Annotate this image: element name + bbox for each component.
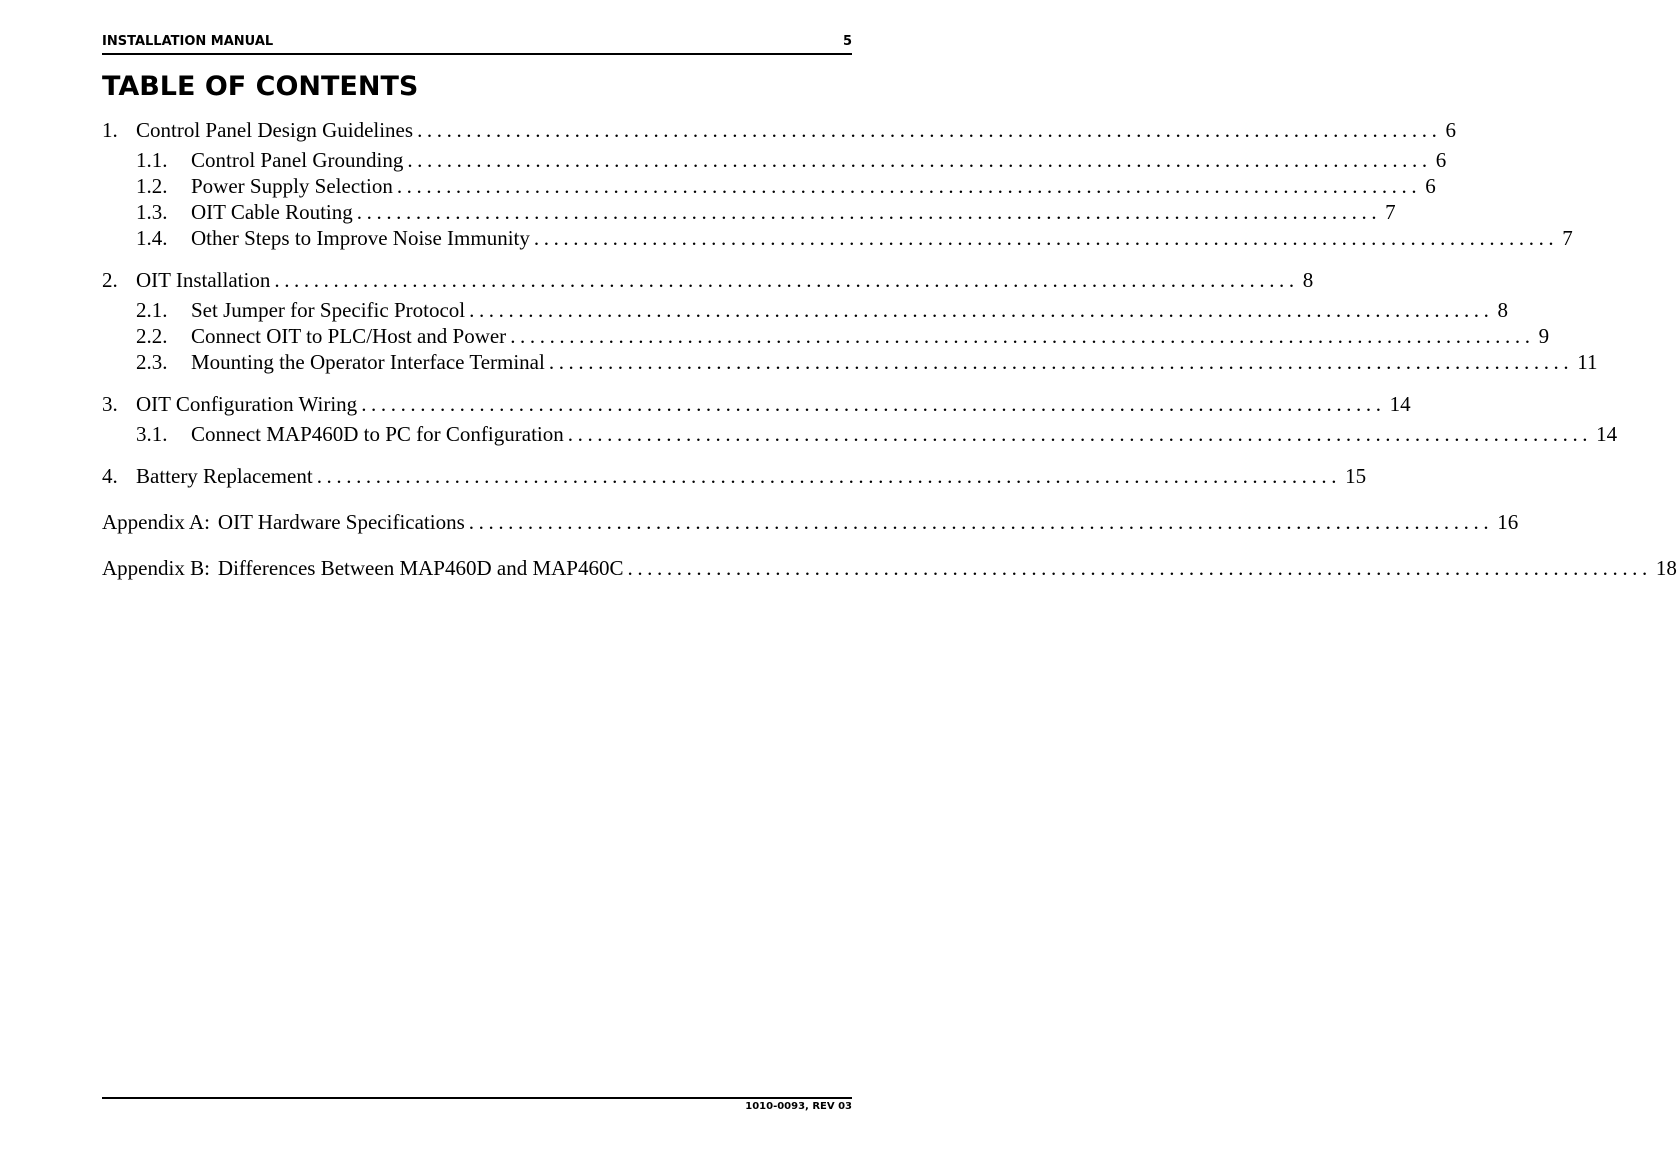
toc-entry-page: 9	[1538, 324, 1550, 348]
toc-entry-page: 6	[1435, 148, 1447, 172]
toc-entry[interactable]	[102, 263, 1314, 297]
toc-entry-number: 2.2.	[136, 324, 168, 348]
toc-entry-number: 1.3.	[136, 200, 168, 224]
toc-entry[interactable]	[102, 387, 1411, 421]
toc-entry-number: 1.1.	[136, 148, 168, 172]
footer-rule	[102, 1097, 852, 1099]
toc-entry-page: 7	[1385, 200, 1396, 224]
toc-leader-dots: ........................................................................................................	[361, 392, 1386, 416]
toc-entry-label: Power Supply Selection	[191, 174, 393, 198]
toc-subentry[interactable]	[102, 349, 1598, 375]
toc-entry-page: 8	[1497, 298, 1509, 322]
toc-group-3	[102, 387, 1618, 447]
toc-appendix-number: Appendix B:	[102, 556, 210, 580]
toc-entry-label: Mounting the Operator Interface Terminal	[191, 350, 545, 374]
toc-entry-page: 18	[1655, 556, 1677, 580]
toc-entry-page: 8	[1302, 268, 1314, 292]
toc-entry-label: OIT Cable Routing	[191, 200, 353, 224]
toc-entry-page: 6	[1445, 118, 1456, 142]
toc-entry-number: 3.1.	[136, 422, 168, 446]
toc-entry-label: Other Steps to Improve Noise Immunity	[191, 226, 530, 250]
toc-entry-label: Control Panel Grounding	[191, 148, 404, 172]
toc-leader-dots: ........................................................................................................	[548, 350, 1574, 374]
toc-leader-dots: ........................................................................................................	[407, 148, 1432, 172]
toc-entry-number: 1.4.	[136, 226, 168, 250]
toc-leader-dots: ........................................................................................................	[510, 324, 1535, 348]
toc-group-appendix-b	[102, 551, 1677, 585]
toc-entry-label: OIT Hardware Specifications	[217, 510, 465, 534]
toc-entry-label: Battery Replacement	[136, 464, 313, 488]
toc-subentry[interactable]	[102, 147, 1447, 173]
footer-doc-id: 1010-0093, REV 03	[745, 1101, 852, 1112]
toc-subentry[interactable]	[102, 323, 1550, 349]
header-page-number: 5	[842, 34, 852, 49]
toc-group-4	[102, 459, 1367, 493]
toc-subentry[interactable]	[102, 225, 1573, 251]
toc-entry-page: 6	[1425, 174, 1436, 198]
page-title: TABLE OF CONTENTS	[102, 71, 419, 102]
toc-leader-dots: ........................................................................................................	[469, 298, 1494, 322]
toc-entry-label: Set Jumper for Specific Protocol	[191, 298, 466, 322]
toc-entry-page: 15	[1345, 464, 1367, 488]
toc-entry-label: Control Panel Design Guidelines	[136, 118, 414, 142]
table-of-contents	[102, 113, 1677, 597]
toc-group-2	[102, 263, 1598, 375]
toc-leader-dots: ........................................................................................................	[627, 556, 1652, 580]
toc-entry-number: 1.2.	[136, 174, 168, 198]
toc-entry-page: 7	[1562, 226, 1573, 250]
toc-entry-number: 3.	[102, 392, 118, 416]
toc-entry-label: Differences Between MAP460D and MAP460C	[217, 556, 624, 580]
toc-leader-dots: ........................................................................................................	[396, 174, 1422, 198]
toc-entry-page: 11	[1577, 350, 1598, 374]
toc-appendix-entry[interactable]	[102, 505, 1519, 539]
toc-entry-page: 16	[1497, 510, 1519, 534]
toc-subentry[interactable]	[102, 421, 1618, 447]
toc-leader-dots: ........................................................................................................	[533, 226, 1559, 250]
toc-entry-number: 1.	[102, 118, 118, 142]
toc-leader-dots: ........................................................................................................	[417, 118, 1442, 142]
toc-subentry[interactable]	[102, 297, 1509, 323]
toc-entry[interactable]	[102, 113, 1456, 147]
toc-group-appendix-a	[102, 505, 1519, 539]
header-manual-title: INSTALLATION MANUAL	[102, 34, 274, 49]
toc-entry-page: 14	[1389, 392, 1411, 416]
toc-entry-number: 2.3.	[136, 350, 168, 374]
toc-entry-page: 14	[1596, 422, 1618, 446]
toc-leader-dots: ........................................................................................................	[468, 510, 1494, 534]
toc-subentry[interactable]	[102, 199, 1396, 225]
toc-entry-number: 2.	[102, 268, 118, 292]
toc-entry[interactable]	[102, 459, 1367, 493]
toc-entry-label: Connect MAP460D to PC for Configuration	[191, 422, 564, 446]
toc-subentry[interactable]	[102, 173, 1436, 199]
toc-leader-dots: ........................................................................................................	[567, 422, 1593, 446]
running-header	[102, 34, 852, 55]
toc-leader-dots: ........................................................................................................	[274, 268, 1299, 292]
toc-entry-label: Connect OIT to PLC/Host and Power	[191, 324, 507, 348]
toc-leader-dots: ........................................................................................................	[316, 464, 1342, 488]
toc-leader-dots: ........................................................................................................	[356, 200, 1382, 224]
toc-entry-number: 2.1.	[136, 298, 168, 322]
toc-entry-label: OIT Installation	[136, 268, 271, 292]
toc-appendix-number: Appendix A:	[102, 510, 210, 534]
toc-entry-number: 4.	[102, 464, 118, 488]
toc-group-1	[102, 113, 1573, 251]
toc-appendix-entry[interactable]	[102, 551, 1677, 585]
toc-entry-label: OIT Configuration Wiring	[136, 392, 358, 416]
